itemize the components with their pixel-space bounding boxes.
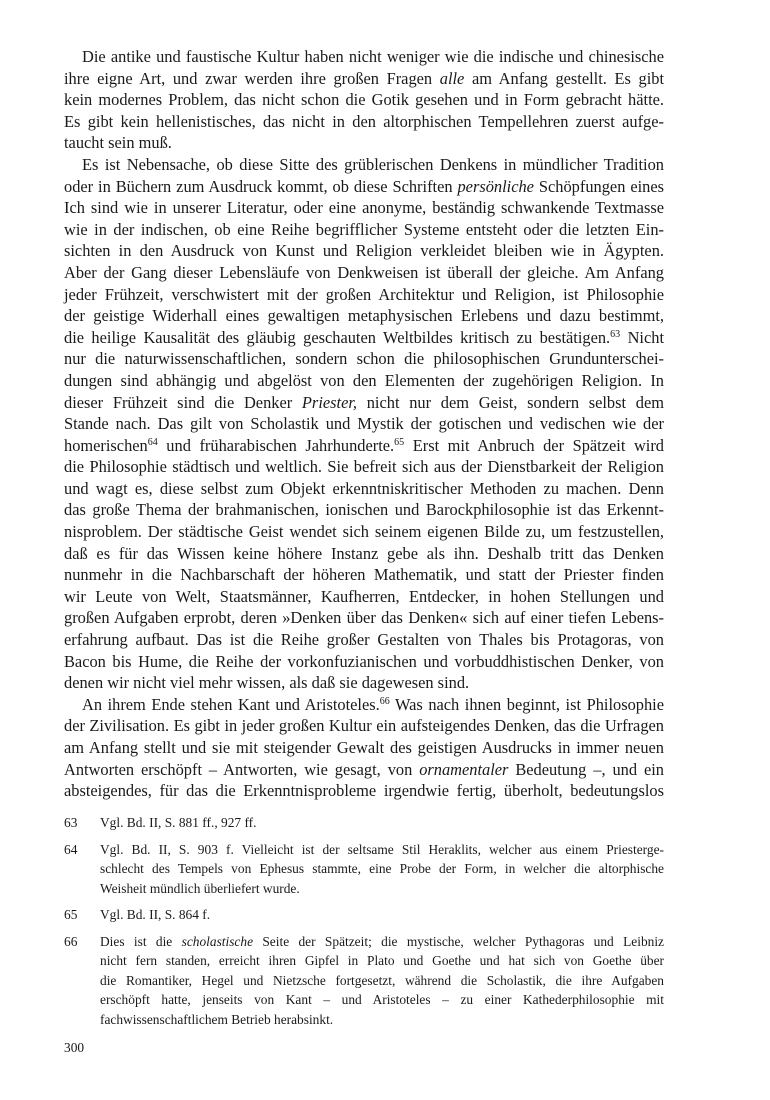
text-line <box>64 327 664 349</box>
text-run: Schöpfungen eines <box>533 176 664 196</box>
text-run: Bedeutung –, und ein <box>508 759 664 779</box>
text-line <box>64 435 664 457</box>
footnote-number: 66 <box>64 933 78 949</box>
footnote-ref[interactable]: 63 <box>610 328 621 340</box>
text-run: dieser Frühzeit sind die Denker <box>64 392 302 412</box>
emphasis: alle <box>439 68 465 88</box>
text-line: der Zivilisation. Es gibt in jeder großen Kultur ein aufsteigendes Denken, das die Urfragen <box>64 716 664 736</box>
text-run: nicht nur dem Geist, sondern selbst dem <box>357 392 664 412</box>
text-line: nur die naturwissenschaftlichen, sondern schon die philosophischen Grundunterschei- <box>64 349 664 369</box>
main-text <box>64 46 664 802</box>
text-line: dungen sind abhängig und abgelöst von den Elementen der zugehörigen Religion. In <box>64 370 664 390</box>
footnote <box>64 840 664 899</box>
footnote-number: 63 <box>64 815 78 830</box>
page-number: 300 <box>64 1040 85 1055</box>
emphasis: persönliche <box>457 176 534 196</box>
text-line: nunmehr in die Nachbarschaft der höheren Mathematik, und statt der Priester finden <box>64 565 664 585</box>
footnote-number: 65 <box>64 907 78 922</box>
footnote-line: Vgl. Bd. II, S. 881 ff., 927 ff. <box>100 815 257 830</box>
text-line: kein modernes Problem, das nicht schon die Gotik gesehen und in Form gebracht hätte. <box>64 90 664 110</box>
footnote-line: die Romantiker, Hegel und Nietzsche fortgesetzt, während die Scholastik, die ihre Aufgaben <box>100 972 664 988</box>
footnote-line <box>100 932 664 952</box>
footnote <box>64 813 664 833</box>
text-run: oder in Büchern zum Ausdruck kommt, ob diese Schriften <box>64 176 458 196</box>
text-run: am Anfang gestellt. Es gibt <box>464 68 665 88</box>
text-line <box>64 392 664 414</box>
text-line: großen Aufgaben erprobt, deren »Denken über das Denken« sich auf einer tiefen Lebens- <box>64 608 664 628</box>
emphasis: Priester, <box>301 392 358 412</box>
text-run: und früharabischen Jahrhunderte. <box>157 435 395 455</box>
emphasis: ornamentaler <box>419 759 509 779</box>
text-run: An ihrem Ende stehen Kant und Aristoteles. <box>82 694 380 714</box>
text-run: Was nach ihnen beginnt, ist Philosophie <box>389 694 664 714</box>
text-line: Ich sind wie in unserer Literatur, oder eine anonyme, beständig schwankende Textmasse <box>64 198 664 218</box>
text-line: absteigendes, für das die Erkenntnisprobleme irgendwie fertig, überholt, bedeutungslos <box>64 781 664 801</box>
text-line: daß es für das Wissen keine höhere Instanz gebe als ihn. Deshalb tritt das Denken <box>64 543 664 563</box>
footnote-ref[interactable]: 66 <box>379 695 390 707</box>
text-run: homerischen <box>64 435 148 455</box>
footnote-line: erschöpft hatte, jenseits von Kant – und Aristoteles – zu einer Kathederphilosophie mit <box>100 992 664 1007</box>
text-line: jeder Frühzeit, verschwistert mit der großen Architektur und Religion, ist Philosophie <box>64 284 664 304</box>
footnote-body <box>100 840 664 899</box>
footnote-body <box>100 905 664 925</box>
text-line: nisproblem. Der städtische Geist wendet sich seinem eigenen Bilde zu, um festzustellen, <box>64 522 664 542</box>
footnote-number: 64 <box>64 841 78 857</box>
text-line: wir Leute von Welt, Staatsmänner, Kaufherren, Entdecker, in hohen Stellungen und <box>64 586 664 606</box>
text-run: Seite der Spätzeit; die mystische, welcher Pythagoras und Leibniz <box>253 933 664 949</box>
text-line <box>64 694 664 716</box>
text-line: Bacon bis Hume, die Reihe der vorkonfuzianischen und vorbuddhistischen Denker, von <box>64 651 664 671</box>
text-line: wie in der indischen, ob eine Reihe begrifflicher Systeme entsteht oder die letzten Ein- <box>64 219 664 239</box>
text-line: Es gibt kein hellenistisches, das nicht in den altorphischen Tempellehren zuerst aufge- <box>64 111 664 131</box>
footnote-ref[interactable]: 65 <box>394 436 405 448</box>
text-run: Erst mit Anbruch der Spätzeit wird <box>404 435 664 455</box>
text-line: erfahrung aufbaut. Das ist die Reihe großer Gestalten von Thales bis Protagoras, von <box>64 630 664 650</box>
footnote-line: Vgl. Bd. II, S. 864 f. <box>100 907 211 922</box>
text-line: sichten in den Ausdruck von Kunst und Religion verkleidet bleiben wie in Ägypten. <box>64 241 664 261</box>
emphasis: scholastische <box>181 933 254 949</box>
text-run: ihre eigne Art, und zwar werden ihre großen Fragen <box>64 68 440 88</box>
text-line: der geistige Widerhall eines gewaltigen metaphysischen Erlebens und dazu bestimmt, <box>64 306 664 326</box>
footnote-line: fachwissenschaftlichem Betrieb herabsinkt. <box>100 1011 334 1027</box>
text-line: denen wir nicht viel mehr wissen, als daß sie dagewesen sind. <box>64 673 470 693</box>
footnote-body <box>100 813 664 833</box>
footnote-line: Vgl. Bd. II, S. 903 f. Vielleicht ist der seltsame Stil Heraklits, welcher aus einem Priesterge- <box>100 841 664 857</box>
footnotes <box>64 813 664 1036</box>
text-run: Nicht <box>620 327 664 347</box>
text-run: die heilige Kausalität des gläubig geschauten Weltbildes kritisch zu bestätigen. <box>64 327 611 347</box>
text-line: Aber der Gang dieser Lebensläufe von Denkweisen ist überall der gleiche. Am Anfang <box>64 262 664 282</box>
text-run: Antworten erschöpft – Antworten, wie gesagt, von <box>64 759 420 779</box>
text-line: und wagt es, diese selbst zum Objekt erkenntniskritischer Methoden zu machen. Denn <box>64 478 664 498</box>
footnote <box>64 905 664 925</box>
text-line: die Philosophie städtisch und weltlich. Sie befreit sich aus der Dienstbarkeit der Religion <box>64 457 664 477</box>
text-line: am Anfang stellt und sie mit steigender Gewalt des geistigen Ausdrucks in immer neuen <box>64 738 664 757</box>
text-line <box>64 759 664 781</box>
text-line: Die antike und faustische Kultur haben nicht weniger wie die indische und chinesische <box>82 47 664 66</box>
text-run: Dies ist die <box>100 933 182 949</box>
footnote-line: nicht fern standen, erreicht ihren Gipfel in Plato und Goethe und hat sich von Goethe über <box>100 953 664 968</box>
footnote <box>64 932 664 1030</box>
text-line: Es ist Nebensache, ob diese Sitte des grüblerischen Denkens in mündlicher Tradition <box>82 154 664 174</box>
text-line: das große Thema der brahmanischen, ionischen und Barockphilosophie ist das Erkennt- <box>64 500 664 520</box>
footnote-ref[interactable]: 64 <box>147 436 158 448</box>
text-line <box>64 68 664 90</box>
footnote-line: schlecht des Tempels von Ephesus stammte, eine Probe der Form, in welcher die altorphische <box>100 861 664 876</box>
text-line <box>64 176 664 198</box>
footnote-body <box>100 932 664 1030</box>
footnote-line: Weisheit mündlich überliefert wurde. <box>100 880 300 896</box>
text-line: taucht sein muß. <box>64 133 172 153</box>
text-line: Stande nach. Das gilt von Scholastik und Mystik der gotischen und vedischen wie der <box>64 414 664 434</box>
